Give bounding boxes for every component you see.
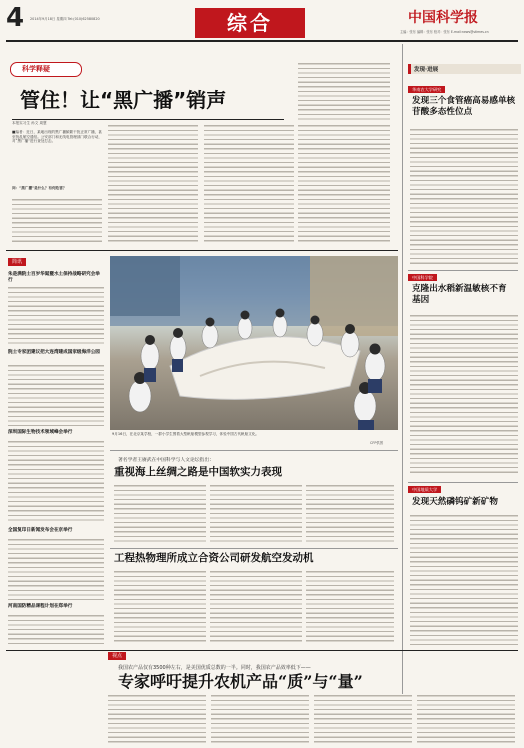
brief-item-4-body — [8, 538, 104, 600]
date-line: 2014年9月18日 星期四 Tel:(010)62580820 — [30, 17, 100, 21]
right-s3-body — [410, 514, 518, 646]
right-label: 发现·进展 — [414, 67, 439, 73]
right-s2-body — [410, 314, 518, 476]
lead-byline: 本报实习生 孙文 周慧 — [12, 121, 47, 125]
middle-2-body — [114, 570, 394, 642]
photo-credit: CFP供图 — [370, 441, 384, 445]
brief-item-3-title: 深圳国际生物技术领域峰会举行 — [8, 430, 73, 435]
lead-text-col-4 — [298, 124, 390, 244]
bottom-label: 视点 — [108, 652, 126, 660]
brief-label: 简讯 — [8, 258, 26, 266]
brief-item-2-body — [8, 364, 104, 426]
lead-kicker: 科学释疑 — [22, 65, 50, 73]
right-s3-source: 中国地质大学 — [408, 486, 441, 493]
right-s1-title: 发现三个食管癌高易感单核苷酸多态性位点 — [412, 96, 516, 117]
middle-1-body — [114, 484, 394, 544]
lead-text-col-3 — [204, 124, 294, 244]
right-s1-body — [410, 128, 518, 266]
bottom-body — [108, 694, 520, 744]
page-number: 4 — [6, 3, 25, 33]
right-column-divider — [402, 44, 403, 694]
middle-title-2: 工程热物理所成立合资公司研发航空发动机 — [114, 552, 314, 564]
lead-text-col-1 — [12, 198, 102, 242]
right-rule-1 — [408, 270, 518, 271]
bottom-rule — [6, 650, 518, 651]
photo-caption: 9月16日，在北京某学校，一群小学生围着大型帆船模型参观学习，体验中国古代帆船文化。 — [112, 432, 260, 436]
brief-item-5-title: 河南国防精品课程计划在郑举行 — [8, 604, 73, 609]
masthead-rule — [6, 40, 518, 42]
right-s1-source: 华南农大学研究 — [408, 86, 445, 93]
right-s3-title: 发现天然磷钨矿新矿物 — [412, 497, 498, 507]
brief-item-1-body — [8, 286, 104, 346]
middle-rule — [110, 450, 398, 451]
right-s2-title: 克隆出水稻新温敏核不育基因 — [412, 284, 507, 305]
bottom-deck: 我国农产品仅有3500种左右，是美国优质总数的一半。同时，我国农产品效率低下—— — [118, 665, 311, 671]
brief-item-5-body — [8, 614, 104, 646]
section-title: 综合 — [227, 11, 273, 35]
right-s2-source: 中国科学院 — [408, 274, 437, 281]
brief-item-3-body — [8, 440, 104, 524]
brief-item-2-title: 院士专家团建议把大连湾建成国家级海洋公园 — [8, 350, 100, 355]
right-rule-2 — [408, 482, 518, 483]
bottom-title: 专家呼吁提升农机产品“质”与“量” — [118, 672, 363, 691]
news-photo — [110, 256, 398, 430]
brief-item-4-title: 全国复印日新闻发布会在京举行 — [8, 528, 73, 533]
brief-item-1-title: 朱是满院士百岁华诞暨水土保持战略研究会举行 — [8, 272, 100, 283]
paper-logo: 中国科学报 — [408, 10, 478, 26]
middle-kicker: 著名学者王赓武在中国科学与人文论坛指出： — [118, 458, 214, 463]
lead-title: 管住！让“黑广播”销声 — [20, 88, 227, 112]
middle-title-1: 重视海上丝绸之路是中国软实力表现 — [114, 466, 282, 478]
brief-rule — [6, 250, 398, 251]
lead-title-rule — [12, 119, 284, 120]
lead-text-col-2 — [108, 124, 198, 244]
lead-text-col-5 — [298, 62, 390, 120]
lead-intro: ■编者：近日，某地出现的黑广播频繁干扰正常广播，甚至扰乱航空通信。公安部门和无线电管理部门联合行动，对“黑广播”进行查处打击。 — [12, 130, 102, 144]
middle-rule-2 — [110, 548, 398, 549]
photo-scene — [110, 256, 398, 430]
lead-qa: 问：“黑广播”是什么？有何危害？ — [12, 186, 67, 190]
editor-line: 主编：张东 编辑：张东 校对：张东 E-mail:news@stimes.cn — [400, 30, 489, 34]
